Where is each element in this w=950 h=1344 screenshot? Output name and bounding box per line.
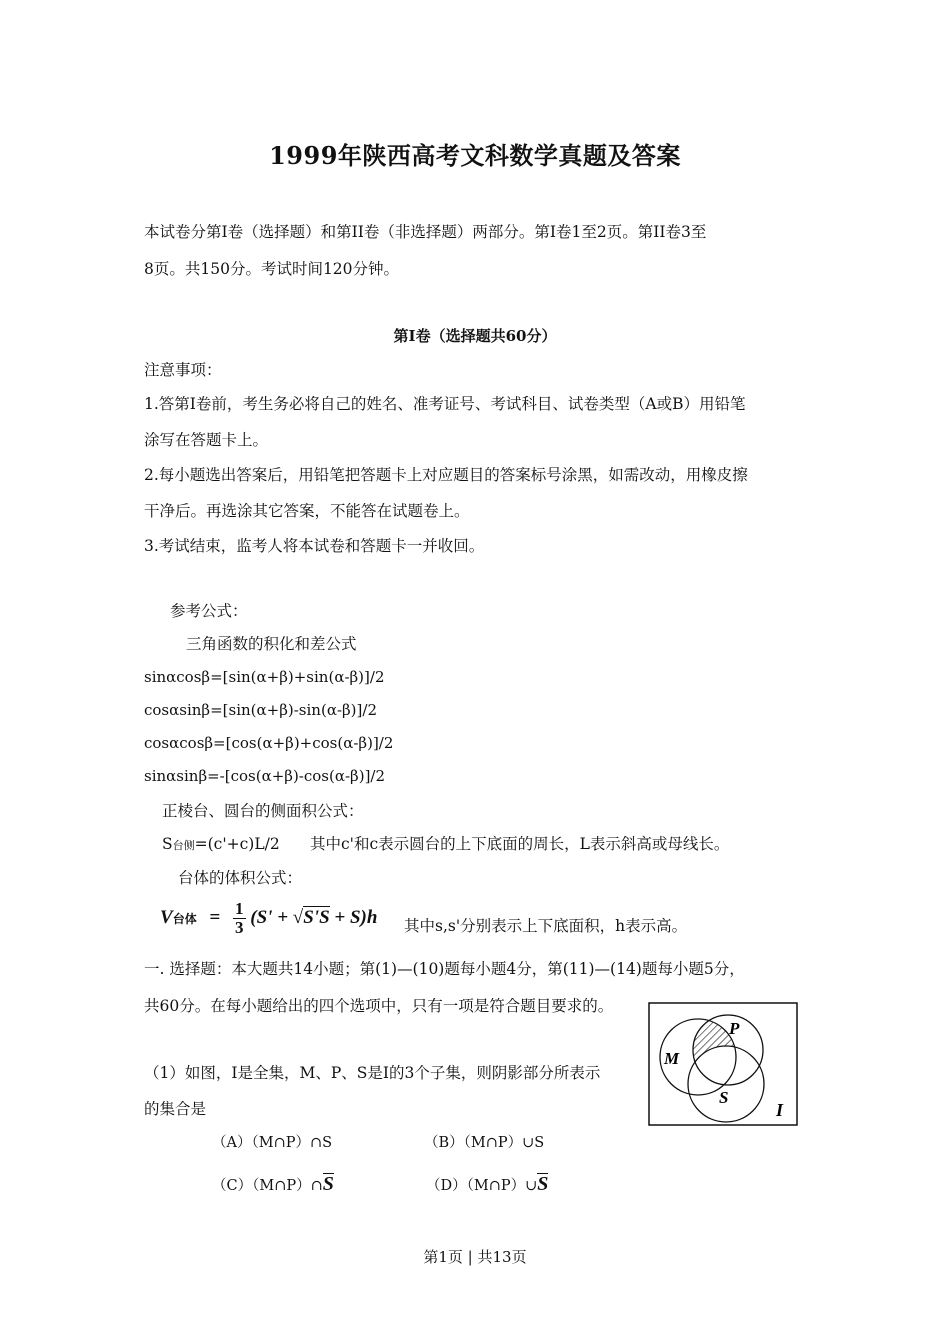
trig-heading: 三角函数的积化和差公式 <box>186 635 357 653</box>
reference-heading: 参考公式： <box>170 602 248 620</box>
label-p: P <box>729 1019 740 1038</box>
part1-line-1: 一. 选择题：本大题共14小题；第(1)—(10)题每小题4分，第(11)—(14)题每小题5分， <box>144 960 745 978</box>
q1-option-d-text: （D）（M∩P）∪ <box>426 1178 538 1194</box>
section-heading: 第Ⅰ卷（选择题共60分） <box>393 327 557 345</box>
volume-description: 其中s,s'分别表示上下底面积，h表示高。 <box>404 917 688 935</box>
sqrt-icon: √ <box>292 906 304 928</box>
volume-equals: = <box>209 906 221 928</box>
trig-formula-4: sinαsinβ=-[cos(α+β)-cos(α-β)]/2 <box>144 767 386 785</box>
note-2b: 干净后。再选涂其它答案，不能答在试题卷上。 <box>144 502 470 520</box>
trig-formula-3: cosαcosβ=[cos(α+β)+cos(α-β)]/2 <box>144 734 394 752</box>
label-m: M <box>664 1049 680 1068</box>
q1-line-2: 的集合是 <box>144 1100 207 1118</box>
volume-heading: 台体的体积公式： <box>178 869 303 887</box>
fraction-denominator: 3 <box>235 918 244 937</box>
q1-option-c[interactable] <box>212 1173 334 1196</box>
lateral-formula <box>162 834 280 856</box>
q1-option-c-text: （C）（M∩P）∩ <box>212 1178 323 1194</box>
fraction-numerator: 1 <box>235 899 244 918</box>
notes-heading: 注意事项： <box>144 361 222 379</box>
page-title: 1999年陕西高考文科数学真题及答案 <box>269 141 681 170</box>
note-1a: 1.答第Ⅰ卷前，考生务必将自己的姓名、准考证号、考试科目、试卷类型（A或B）用铅笔 <box>144 395 746 413</box>
venn-diagram <box>648 1002 798 1126</box>
note-3: 3.考试结束，监考人将本试卷和答题卡一并收回。 <box>144 537 485 555</box>
label-s: S <box>719 1088 729 1107</box>
volume-fraction <box>233 900 246 937</box>
q1-option-b[interactable]: （B）（M∩P）∪S <box>424 1135 545 1151</box>
trig-formula-1: sinαcosβ=[sin(α+β)+sin(α-β)]/2 <box>144 668 385 686</box>
lateral-description: 其中c'和c表示圆台的上下底面的周长，L表示斜高或母线长。 <box>310 835 730 853</box>
label-i: I <box>776 1100 784 1120</box>
q1-line-1: （1）如图，I是全集，M、P、S是I的3个子集，则阴影部分所表示 <box>144 1064 601 1082</box>
volume-body-1: (S' + <box>250 906 293 928</box>
intro-line-2: 8页。共150分。考试时间120分钟。 <box>144 260 400 278</box>
volume-formula <box>160 900 377 937</box>
lateral-s: S <box>162 835 173 853</box>
volume-subscript: 台体 <box>172 911 197 926</box>
trig-formula-2: cosαsinβ=[sin(α+β)-sin(α-β)]/2 <box>144 701 377 719</box>
s-complement: S <box>537 1173 549 1195</box>
note-2a: 2.每小题选出答案后，用铅笔把答题卡上对应题目的答案标号涂黑，如需改动，用橡皮擦 <box>144 466 748 484</box>
q1-option-a[interactable]: （A）（M∩P）∩S <box>212 1135 333 1151</box>
lateral-heading: 正棱台、圆台的侧面积公式： <box>162 802 364 820</box>
intro-line-1: 本试卷分第Ⅰ卷（选择题）和第II卷（非选择题）两部分。第Ⅰ卷1至2页。第II卷3至 <box>144 223 707 241</box>
volume-body-2: + S)h <box>329 906 378 928</box>
lateral-subscript: 台侧 <box>172 839 195 852</box>
part1-line-2: 共60分。在每小题给出的四个选项中，只有一项是符合题目要求的。 <box>144 997 614 1015</box>
q1-option-d[interactable] <box>426 1173 548 1196</box>
s-complement: S <box>322 1173 334 1195</box>
volume-v: V <box>160 906 173 928</box>
volume-sqrt: S'S <box>303 906 330 928</box>
note-1b: 涂写在答题卡上。 <box>144 431 269 449</box>
lateral-rest: =(c'+c)L/2 <box>194 835 280 853</box>
page-footer: 第1页 | 共13页 <box>423 1248 527 1266</box>
